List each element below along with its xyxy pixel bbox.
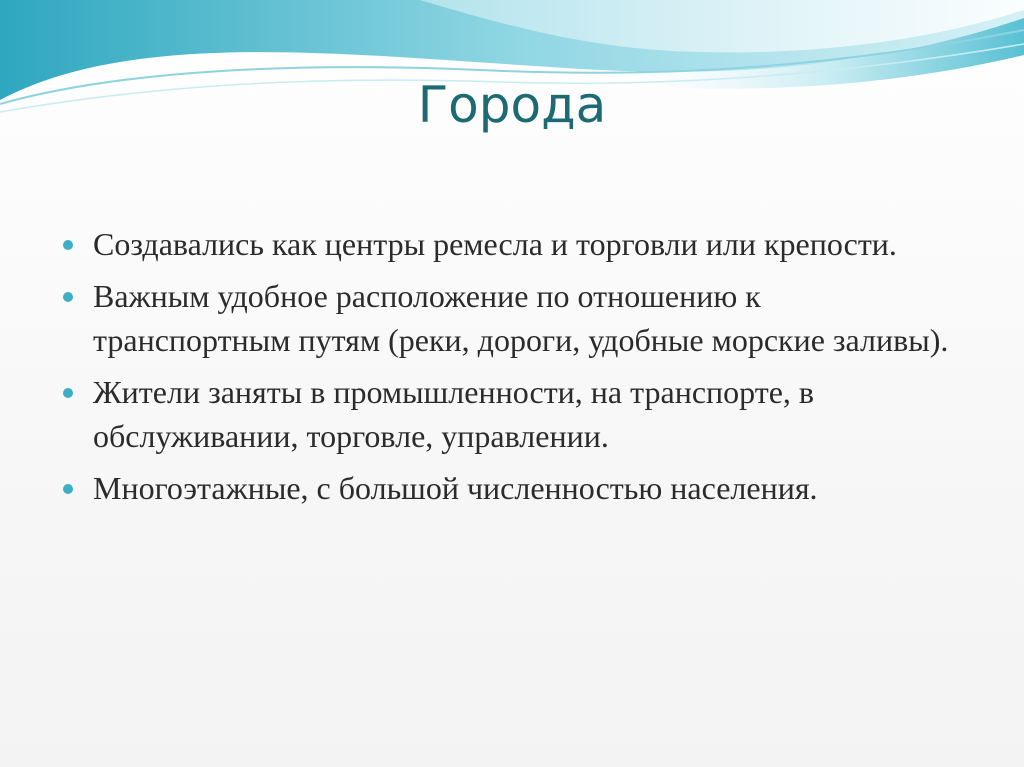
bullet-dot-icon	[63, 292, 73, 302]
bullet-item	[60, 274, 960, 362]
bullet-item	[60, 222, 960, 266]
bullet-list	[60, 222, 960, 518]
bullet-text: Важным удобное расположение по отношению к транспортным путям (реки, дороги, удобные морские заливы).	[93, 278, 949, 358]
bullet-dot-icon	[63, 388, 73, 398]
bullet-text: Создавались как центры ремесла и торговли или крепости.	[93, 226, 897, 262]
bullet-text: Жители заняты в промышленности, на транспорте, в обслуживании, торговле, управлении.	[93, 374, 815, 454]
slide-title: Города	[417, 76, 607, 134]
bullet-item	[60, 370, 960, 458]
bullet-dot-icon	[63, 484, 73, 494]
bullet-item	[60, 466, 960, 510]
bullet-dot-icon	[63, 240, 73, 250]
bullet-text: Многоэтажные, с большой численностью населения.	[93, 470, 818, 506]
